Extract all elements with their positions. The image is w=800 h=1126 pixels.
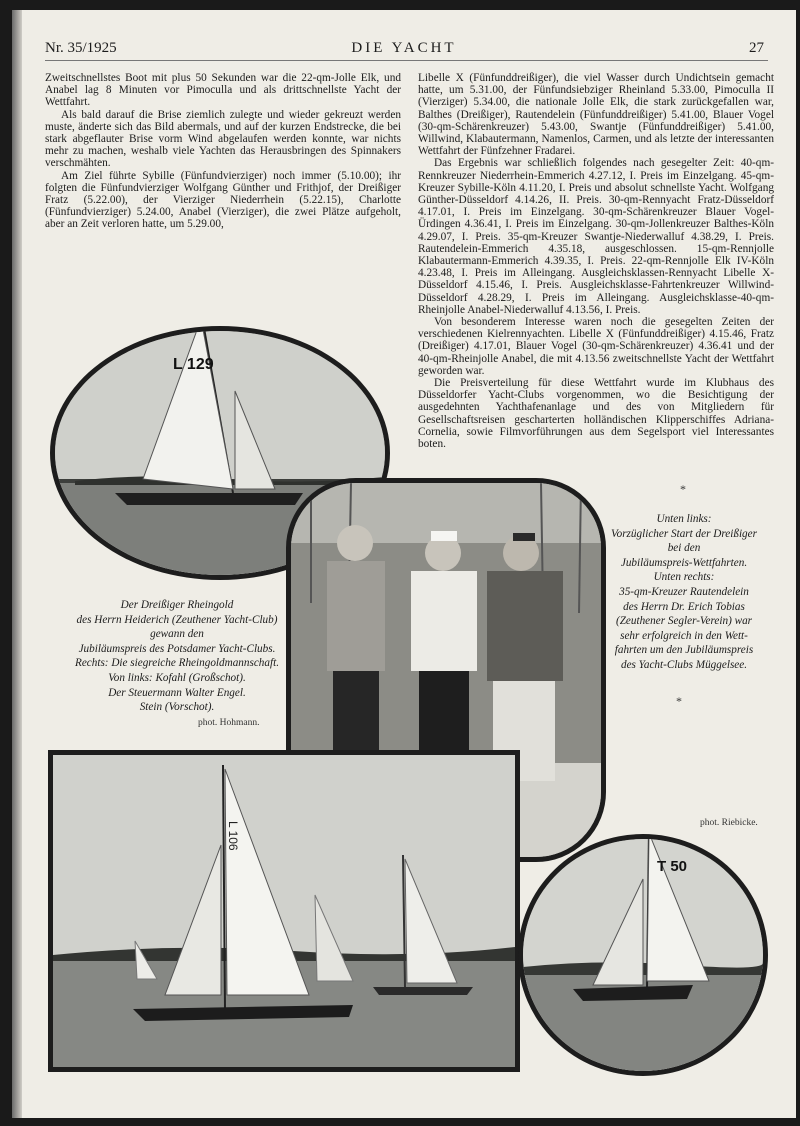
caption-line: des Herrn Heiderich (Zeuthener Yacht-Club) — [76, 613, 278, 626]
caption-line: 35-qm-Kreuzer Rautendelein — [619, 585, 749, 598]
caption-line: Vorzüglicher Start der Dreißiger — [611, 527, 757, 540]
header-rule — [45, 60, 768, 61]
paragraph: Zweitschnellstes Boot mit plus 50 Sekunden war die 22-qm-Jolle Elk, und Anabel lag 8 Minuten vor Pimoculla und als drittschnellste Yacht der Wettfahrt. — [45, 72, 401, 109]
caption-line: Unten links: — [656, 513, 712, 525]
paragraph: Am Ziel führte Sybille (Fünfundvierziger) noch immer (5.10.00); ihr folgten die Fünfundvierziger Wolfgang Günther und Frithjof, der Dreißiger Fratz (5.22.00), der Vierziger Niederrhein (5.22.15), Charlotte (Fünfundvierziger) 5.24.00, Anabel (Vierziger), die zwei Plätze aufgeholt, aber an Zeit verloren hatte, um 5.29.00, — [45, 169, 401, 231]
caption-line: gewann den — [150, 628, 204, 641]
magazine-page — [12, 10, 796, 1118]
page-number: 27 — [749, 40, 764, 56]
caption-line: fahrten um den Jubiläumspreis — [614, 644, 754, 657]
caption-line: Jubiläumspreis-Wettfahrten. — [620, 556, 748, 569]
photo-caption-left — [72, 598, 282, 715]
right-text-column — [418, 72, 774, 450]
paragraph: Das Ergebnis war schließlich folgendes nach gesegelter Zeit: 40-qm-Rennkreuzer Niederrhein-Emmerich 4.27.12, I. Preis im Einzelgang. 45-qm-Kreuzer Sybille-Köln 4.11.20, I. Preis und absolut schnellste Yacht. Wolfgang Günther-Düsseldorf 4.14.26, II. Preis. 30-qm-Rennyacht Fratz-Düsseldorf 4.17.01, I. Preis im Einzelgang. 30-qm-Schärenkreuzer Blauer Vogel-Ürdingen 4.36.41, I. Preis im Einzelgang. 30-qm-Jollenkreuzer Balthes-Köln 4.29.07, I. Preis. 35-qm-Kreuzer Swantje-Niederwalluf 4.38.29, I. Preis. Rautendelein-Emmerich 4.35.18, ausgeschlossen. 15-qm-Rennjolle Klabautermann-Emmerich 4.39.35, I. Preis. 22-qm-Rennjolle Elk IV-Köln 4.23.48, I. Preis im Alleingang. Ausgleichsklassen-Rennyacht Libelle X-Düsseldorf 4.15.46, I. Preis. Ausgleichsklasse-Fahrtenkreuzer Willwind-Düsseldorf 4.28.29, I. Preis im Alleingang. Ausgleichsklasse-40-qm-Rheinjolle Anabel-Niederwalluf 4.13.56, I. Preis. — [418, 157, 774, 316]
caption-line: Der Dreißiger Rheingold — [120, 599, 234, 611]
paragraph: Als bald darauf die Brise ziemlich zulegte und wieder gekreuzt werden muste, änderte sich das Bild abermals, und auf der kurzen Endstrecke, die bei stark abgeflauter Brise vorm Wind abgelaufen werden konnte, war nichts mehr zu machen, weshalb viele Yachten das Herausbringen des Spinnakers verschmähten. — [45, 108, 401, 170]
photo-credit-hohmann: phot. Hohmann. — [198, 718, 260, 728]
paragraph: Von besonderem Interesse waren noch die gesegelten Zeiten der verschiedenen Kielrennyachten. Libelle X (Fünfunddreißiger) 4.15.46, Fratz (Dreißiger) 4.17.01, Blauer Vogel (30-qm-Schärenkreuzer) 4.36.41 und der 40-qm-Rheinjolle Anabel, die mit 4.13.56 zweitschnellste Yacht der Wettfahrt geworden war. — [418, 316, 774, 377]
caption-line: sehr erfolgreich in den Wett- — [620, 629, 748, 642]
caption-line: des Yacht-Clubs Müggelsee. — [620, 658, 748, 671]
caption-line: Jubiläumspreis des Potsdamer Yacht-Clubs. — [78, 642, 276, 655]
caption-line: (Zeuthener Segler-Verein) war — [615, 615, 753, 628]
caption-line: bei den — [667, 542, 701, 555]
caption-line: Der Steuermann Walter Engel. — [108, 686, 246, 699]
paragraph: Die Preisverteilung für diese Wettfahrt wurde im Klubhaus des Düsseldorfer Yacht-Clubs vorgenommen, wo die Besichtigung der ausgedehnten Yachthafenanlage und des von Mitgliedern für Gesellschaftsreisen gescharterten holländischen Klipperschiffes Adriana-Cornelia, sowie Filmvorführungen aus dem Segelsport viel Interessantes boten. — [418, 377, 774, 451]
separator-star: * — [676, 694, 682, 708]
sail-number: T 50 — [657, 858, 688, 875]
photo-credit-riebicke: phot. Riebicke. — [700, 818, 758, 828]
caption-line: des Herrn Dr. Erich Tobias — [623, 600, 745, 613]
left-text-column — [45, 72, 401, 231]
sailboat-photo-rautendelein — [518, 834, 768, 1076]
caption-line: Von links: Kofahl (Großschot). — [108, 671, 246, 684]
sail-number: L 129 — [173, 356, 214, 373]
caption-line: Stein (Vorschot). — [139, 701, 215, 714]
regatta-start-photo — [48, 750, 520, 1072]
issue-number: Nr. 35/1925 — [45, 40, 117, 56]
magazine-title: DIE YACHT — [351, 40, 457, 56]
separator-star: * — [680, 482, 686, 496]
caption-line: Rechts: Die siegreiche Rheingoldmannschaft. — [74, 657, 279, 670]
sail-number: L 106 — [226, 821, 240, 851]
caption-line: Unten rechts: — [653, 571, 715, 584]
photo-caption-right — [606, 512, 762, 673]
page-gutter — [12, 10, 22, 1118]
paragraph: Libelle X (Fünfunddreißiger), die viel Wasser durch Undichtsein gemacht hatte, um 5.31.00, der Fünfundsiebziger Rheinland 5.33.00, Pimoculla II (Vierziger) 5.34.00, die nationale Jolle Elk, die stark zurückgefallen war, Balthes (Dreißiger), Rautendelein (Fünfunddreißiger) 5.41.00, Blauer Vogel (30-qm-Schärenkreuzer) 5.43.00, Swantje (Fünfunddreißiger) 5.41.00, Willwind, Klabautermann, Namenlos, Carmen, und als letzte der interessanten Wettfahrt der Fünfzehner Fradarei. — [418, 72, 774, 158]
